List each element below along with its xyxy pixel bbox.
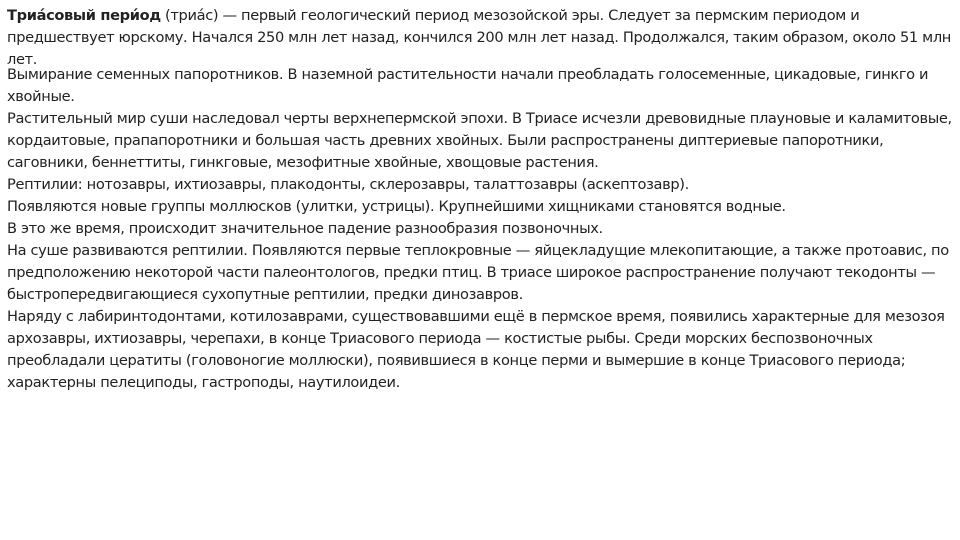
paragraph-fauna: Наряду с лабиринтодонтами, котилозаврами, существовавшими ещё в пермское время, появились характерные для мезозоя архозавры, ихтиозавры, черепахи, в конце Триасового периода — костистые рыбы. Среди морских беспозвоночных преобладали цератиты (головоногие моллюски), появившиеся в конце перми и вымершие в конце Триасового периода; характерны пелециподы, гастроподы, наутилоидеи. bbox=[7, 308, 945, 391]
intro-paragraph bbox=[7, 5, 955, 71]
paragraph-mollusks: Появляются новые группы моллюсков (улитки, устрицы). Крупнейшими хищниками становятся водные. bbox=[7, 198, 786, 215]
intro-term: Триа́совый пери́од bbox=[7, 7, 161, 24]
paragraph-land-reptiles: На суше развиваются рептилии. Появляются первые теплокровные — яйцекладущие млекопитающие, а также протоавис, по предположению некоторой части палеонтологов, предки птиц. В триасе широкое распространение получают текодонты — быстропередвигающиеся сухопутные рептилии, предки динозавров. bbox=[7, 242, 949, 303]
intro-text: (триа́с) — первый геологический период мезозойской эры. Следует за пермским периодом и предшествует юрскому. Начался 250 млн лет назад, кончился 200 млн лет назад. Продолжался, таким образом, около 51 млн лет. bbox=[7, 7, 951, 68]
paragraph-seed-ferns: Вымирание семенных папоротников. В наземной растительности начали преобладать голосеменные, цикадовые, гинкго и хвойные. bbox=[7, 66, 929, 105]
paragraph-reptiles-list: Рептилии: нотозавры, ихтиозавры, плакодонты, склерозавры, талаттозавры (аскептозавр). bbox=[7, 176, 689, 193]
paragraph-vertebrate-decline: В это же время, происходит значительное падение разнообразия позвоночных. bbox=[7, 220, 603, 237]
body-text bbox=[7, 64, 955, 394]
paragraph-plant-world: Растительный мир суши наследовал черты верхнепермской эпохи. В Триасе исчезли древовидные плауновые и каламитовые, кордаитовые, прапапоротники и большая часть древних хвойных. Были распространены диптериевые папоротники, саговники, беннеттиты, гинкговые, мезофитные хвойные, хвощовые растения. bbox=[7, 110, 952, 171]
